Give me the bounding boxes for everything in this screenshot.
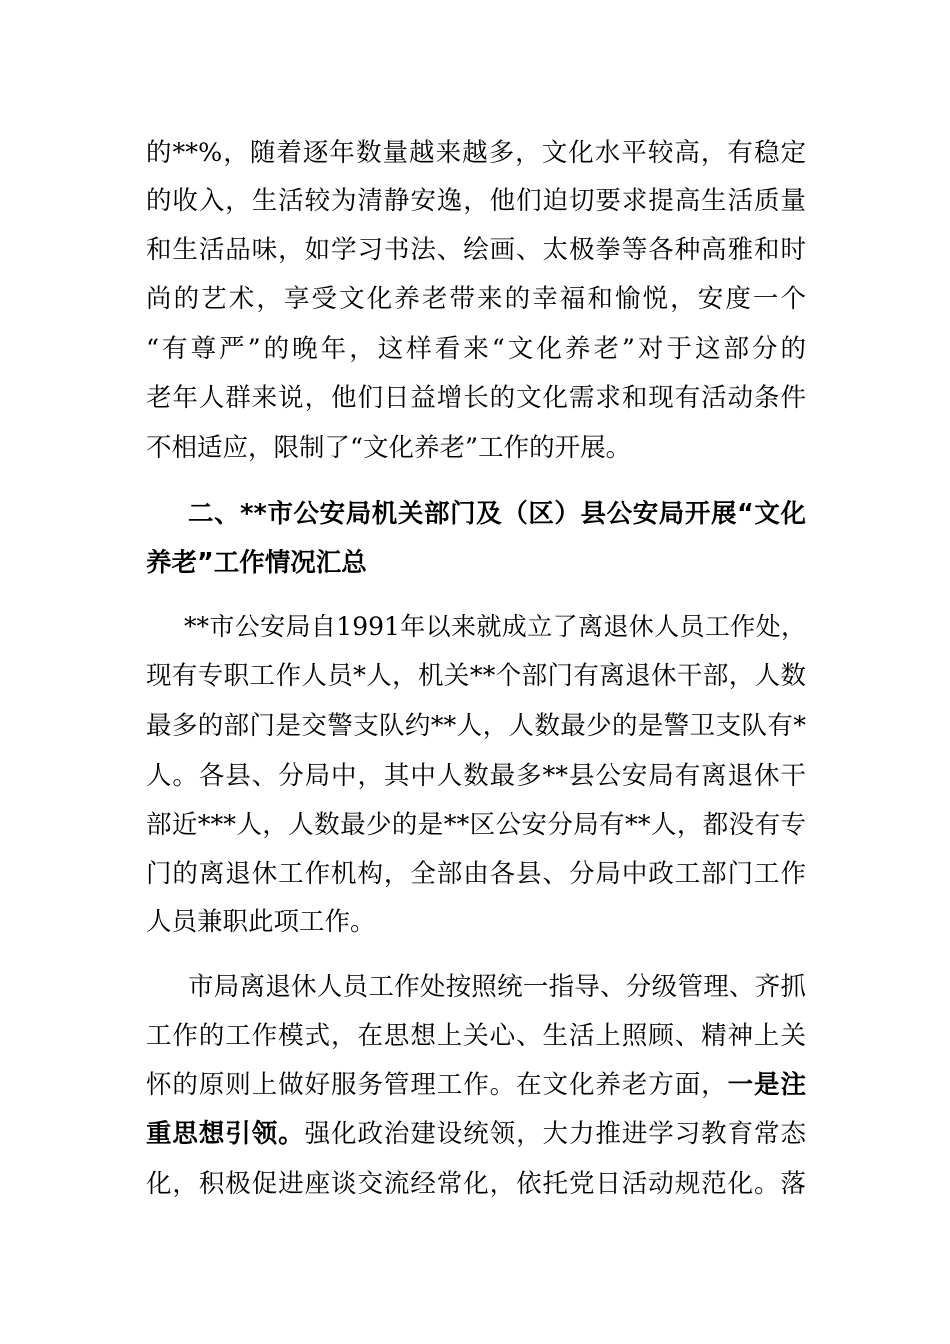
- paragraph-1-line-3: 和生活品味，如学习书法、绘画、太极拳等各种高雅和时: [146, 235, 806, 265]
- paragraph-1-line-1: 的**%，随着逐年数量越来越多，文化水平较高，有稳定: [146, 138, 806, 168]
- paragraph-1-line-4: 尚的艺术，享受文化养老带来的幸福和愉悦，安度一个: [146, 284, 806, 314]
- paragraph-3-line-4-text: 强化政治建设统领，大力推进学习教育常态: [304, 1119, 806, 1149]
- section-heading-line-2: 养老”工作情况汇总: [146, 548, 367, 578]
- paragraph-3-line-5: 化，积极促进座谈交流经常化，依托党日活动规范化。落: [146, 1169, 806, 1199]
- paragraph-3-emphasis-end: 重思想引领。: [146, 1119, 305, 1149]
- paragraph-1-line-6: 老年人群来说，他们日益增长的文化需求和现有活动条件: [146, 383, 806, 413]
- paragraph-1-line-2: 的收入，生活较为清静安逸，他们迫切要求提高生活质量: [146, 186, 806, 216]
- paragraph-3-line-2: 工作的工作模式，在思想上关心、生活上照顾、精神上关: [146, 1021, 806, 1051]
- paragraph-3-line-1: 市局离退休人员工作处按照统一指导、分级管理、齐抓: [188, 972, 806, 1002]
- paragraph-3-line-3: [146, 1067, 806, 1103]
- paragraph-2-line-3: 最多的部门是交警支队约**人，人数最少的是警卫支队有*: [146, 711, 806, 741]
- paragraph-2-line-7: 人员兼职此项工作。: [146, 907, 376, 937]
- paragraph-2-line-1: **市公安局自1991年以来就成立了离退休人员工作处，: [184, 612, 806, 641]
- paragraph-1-line-7: 不相适应，限制了“文化养老”工作的开展。: [146, 433, 632, 463]
- section-heading-line-1: 二、**市公安局机关部门及（区）县公安局开展“文化: [188, 499, 806, 529]
- paragraph-3-line-3-text: 怀的原则上做好服务管理工作。在文化养老方面，: [146, 1070, 728, 1100]
- paragraph-2-line-6: 门的离退休工作机构，全部由各县、分局中政工部门工作: [146, 859, 806, 889]
- paragraph-2-line-4: 人。各县、分局中，其中人数最多**县公安局有离退休干: [146, 761, 806, 791]
- paragraph-2-line-5: 部近***人，人数最少的是**区公安分局有**人，都没有专: [146, 810, 806, 840]
- paragraph-1-line-5: “有尊严”的晚年，这样看来“文化养老”对于这部分的: [146, 334, 806, 364]
- paragraph-2-line-2: 现有专职工作人员*人，机关**个部门有离退休干部，人数: [146, 661, 806, 691]
- paragraph-3-line-4: [146, 1116, 806, 1152]
- paragraph-3-emphasis-start: 一是注: [727, 1070, 806, 1100]
